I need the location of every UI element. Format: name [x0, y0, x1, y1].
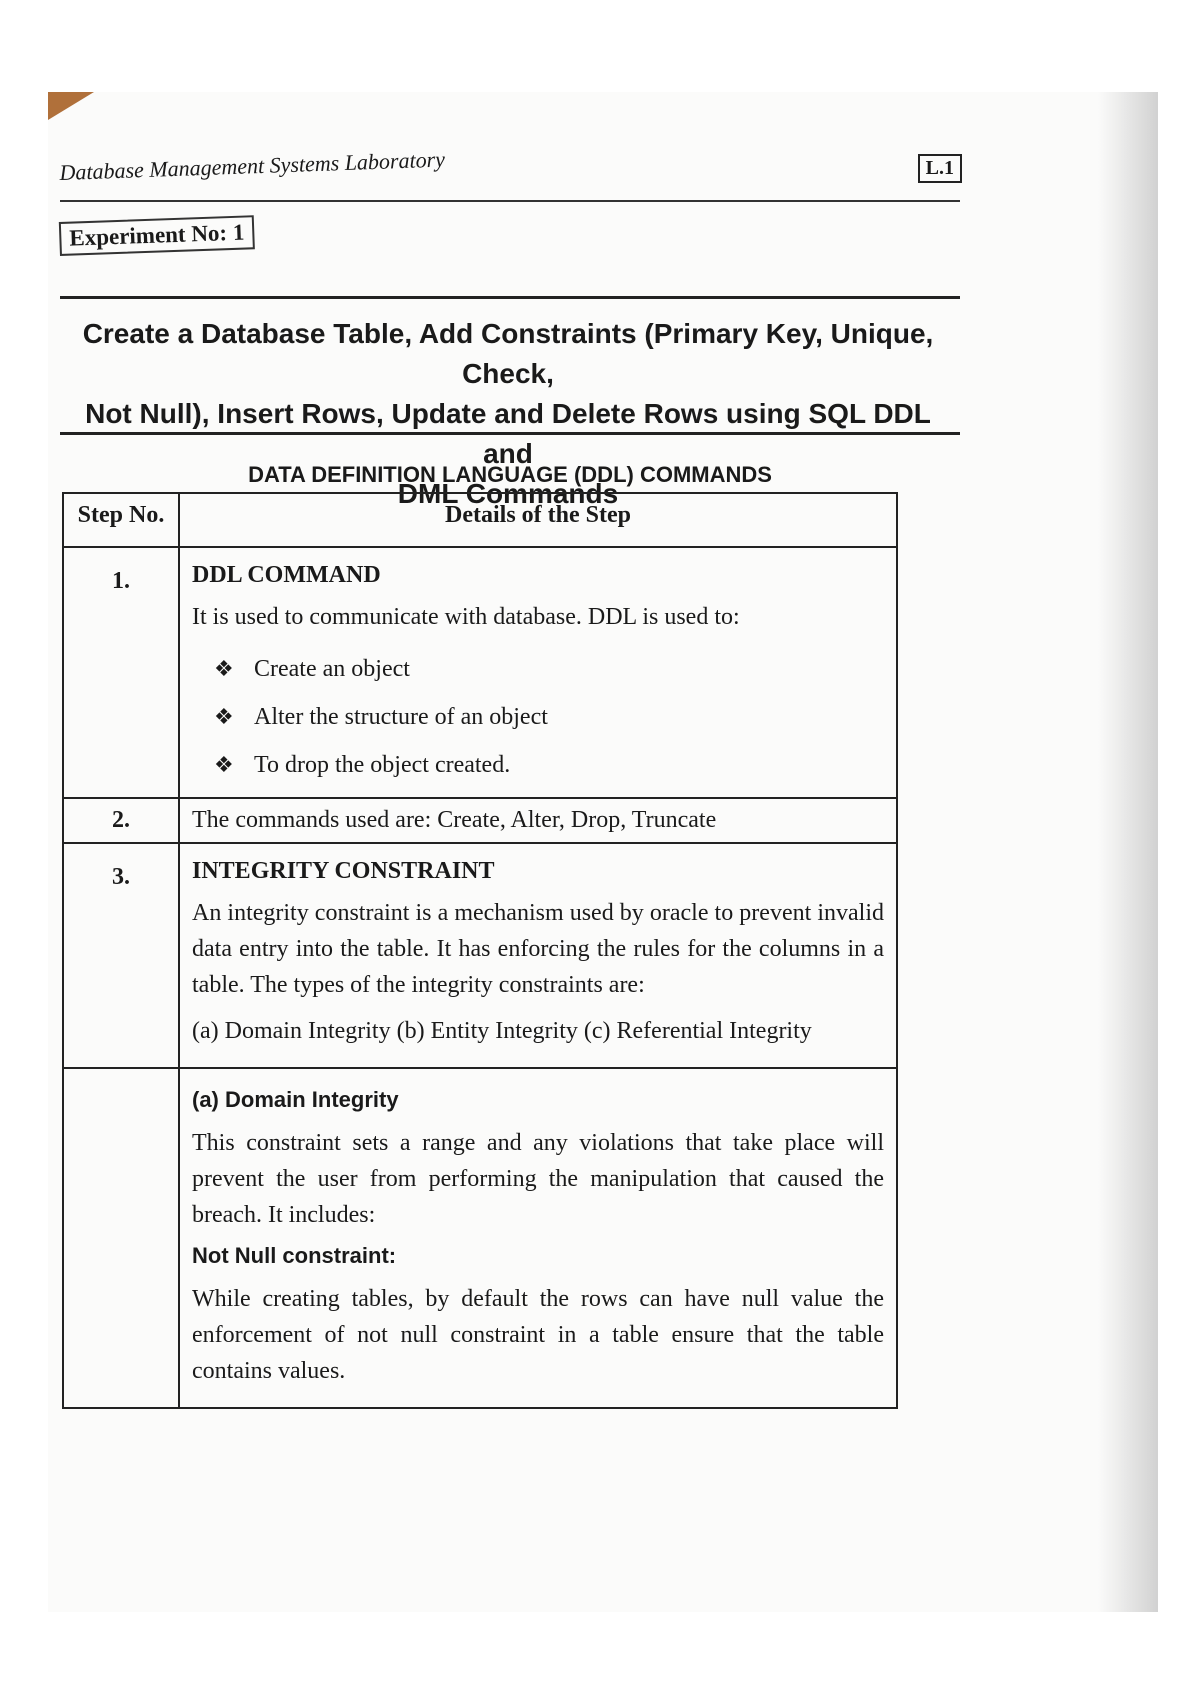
column-header-details: Details of the Step [179, 493, 897, 547]
four-diamond-bullet-icon: ❖ [214, 656, 234, 681]
step-number: 3. [63, 843, 179, 1068]
section-heading: DATA DEFINITION LANGUAGE (DDL) COMMANDS [248, 462, 772, 487]
table-row [63, 1068, 897, 1408]
step-paragraph: While creating tables, by default the rows can have null value the enforcement of not null constraint in a table ensure that the table contains values. [192, 1286, 884, 1384]
title-top-rule [60, 296, 960, 299]
header-rule [60, 200, 960, 202]
steps-table [62, 492, 898, 1409]
column-header-step: Step No. [63, 493, 179, 547]
step-number: 1. [63, 547, 179, 798]
page-corner-mark [48, 92, 94, 120]
step-paragraph: This constraint sets a range and any violations that take place will prevent the user from performing the manipulation that caused the breach. It includes: [192, 1130, 884, 1228]
step-subheading: Not Null constraint: [192, 1243, 397, 1268]
page-number-tag: L.1 [918, 154, 962, 183]
step-paragraph: An integrity constraint is a mechanism used by oracle to prevent invalid data entry into the table. It has enforcing the rules for the columns in a table. The types of the integrity constraints are: [192, 900, 884, 998]
step-details [179, 843, 897, 1068]
step-heading: (a) Domain Integrity [192, 1087, 399, 1112]
running-header [59, 146, 960, 194]
list-item-text: Alter the structure of an object [254, 704, 548, 730]
title-line: Not Null), Insert Rows, Update and Delete Rows using SQL DDL and [85, 398, 931, 469]
title-line: DML Commands [397, 478, 619, 509]
step-paragraph: It is used to communicate with database. DDL is used to: [192, 604, 740, 630]
step-details [179, 547, 897, 798]
list-item [214, 645, 884, 693]
step-details: The commands used are: Create, Alter, Drop, Truncate [179, 798, 897, 843]
title-line: Create a Database Table, Add Constraints (Primary Key, Unique, Check, [82, 318, 934, 389]
table-row [63, 798, 897, 843]
bullet-list [192, 645, 884, 789]
list-item-text: Create an object [254, 656, 410, 682]
step-number [63, 1068, 179, 1408]
document-page [48, 92, 1158, 1612]
step-details [179, 1068, 897, 1408]
page-edge-shadow [1098, 92, 1158, 1612]
title-bottom-rule [60, 432, 960, 435]
header-title: Database Management Systems Laboratory [59, 146, 446, 186]
step-heading: INTEGRITY CONSTRAINT [192, 858, 495, 884]
constraint-types: (a) Domain Integrity (b) Entity Integrity (c) Referential Integrity [192, 1018, 812, 1044]
experiment-label-box: Experiment No: 1 [59, 215, 255, 256]
four-diamond-bullet-icon: ❖ [214, 752, 234, 777]
table-row [63, 547, 897, 798]
list-item [214, 741, 884, 789]
list-item-text: To drop the object created. [254, 752, 511, 778]
four-diamond-bullet-icon: ❖ [214, 704, 234, 729]
table-row [63, 843, 897, 1068]
step-heading: DDL COMMAND [192, 562, 381, 588]
table-header-row [63, 493, 897, 547]
list-item [214, 693, 884, 741]
step-number: 2. [63, 798, 179, 843]
